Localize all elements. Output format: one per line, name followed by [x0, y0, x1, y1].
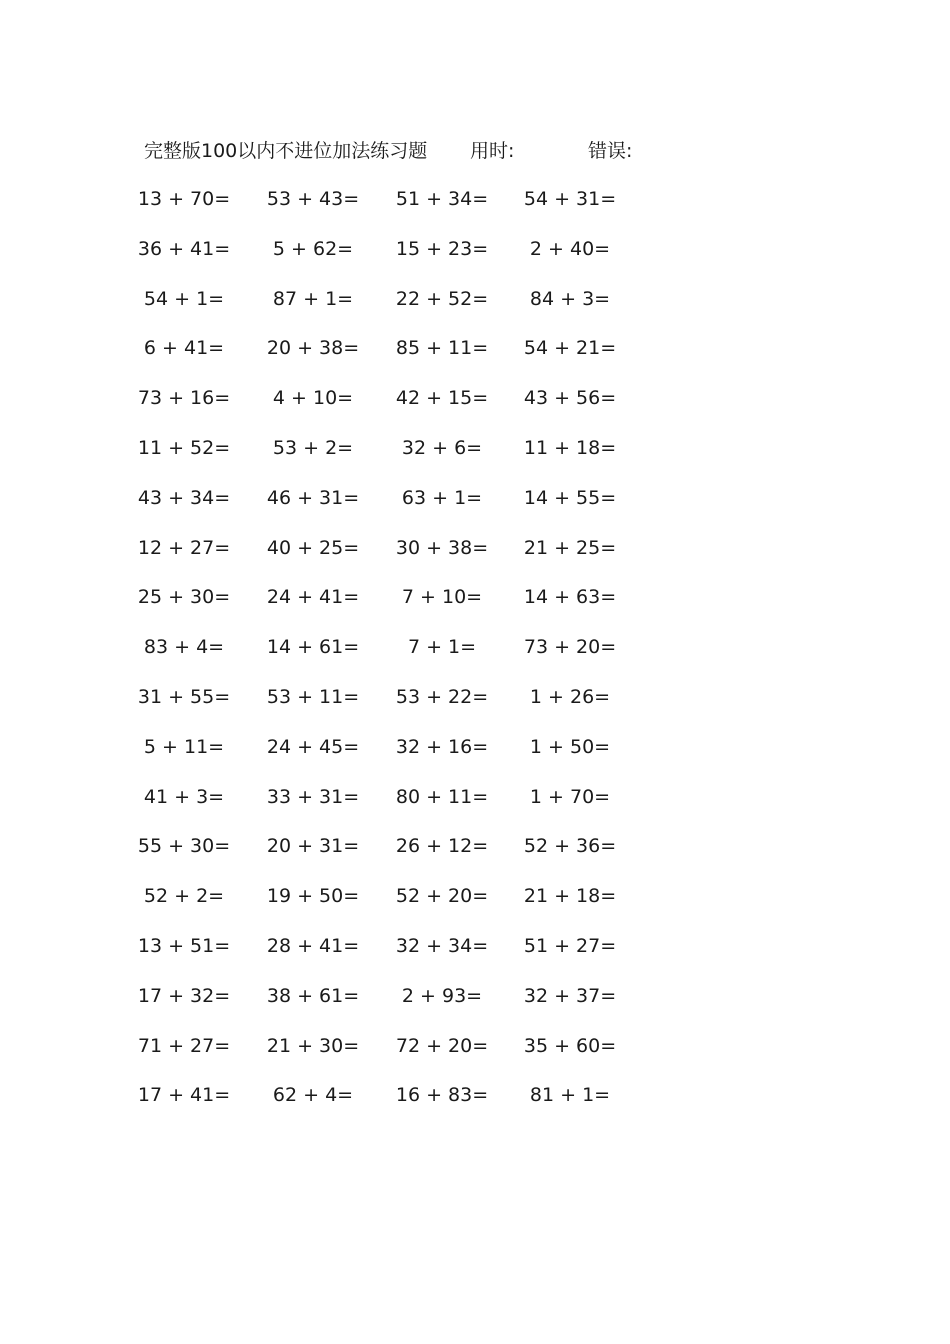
addition-problem: 12 + 27= [137, 536, 231, 559]
addition-problem: 15 + 23= [395, 237, 489, 260]
problem-grid [0, 184, 950, 1130]
addition-problem: 33 + 31= [266, 785, 360, 808]
problem-row [0, 632, 950, 682]
addition-problem: 32 + 16= [395, 735, 489, 758]
addition-problem: 17 + 41= [137, 1084, 231, 1107]
addition-problem: 73 + 20= [523, 636, 617, 659]
addition-problem: 32 + 6= [401, 436, 483, 459]
addition-problem: 2 + 93= [401, 984, 483, 1007]
addition-problem: 24 + 41= [266, 586, 360, 609]
problem-row [0, 732, 950, 782]
addition-problem: 40 + 25= [266, 536, 360, 559]
error-label: 错误: [588, 140, 633, 162]
addition-problem: 19 + 50= [266, 885, 360, 908]
problem-row [0, 782, 950, 832]
addition-problem: 24 + 45= [266, 735, 360, 758]
problem-row [0, 981, 950, 1031]
addition-problem: 36 + 41= [137, 237, 231, 260]
problem-row [0, 284, 950, 334]
addition-problem: 14 + 61= [266, 636, 360, 659]
addition-problem: 42 + 15= [395, 387, 489, 410]
addition-problem: 16 + 83= [395, 1084, 489, 1107]
addition-problem: 71 + 27= [137, 1034, 231, 1057]
worksheet-title: 完整版100以内不进位加法练习题 [144, 140, 428, 162]
problem-row [0, 1080, 950, 1130]
addition-problem: 55 + 30= [137, 835, 231, 858]
addition-problem: 5 + 11= [143, 735, 225, 758]
addition-problem: 46 + 31= [266, 486, 360, 509]
problem-row [0, 234, 950, 284]
problem-row [0, 383, 950, 433]
addition-problem: 14 + 63= [523, 586, 617, 609]
addition-problem: 52 + 2= [143, 885, 225, 908]
addition-problem: 13 + 70= [137, 188, 231, 210]
addition-problem: 35 + 60= [523, 1034, 617, 1057]
problem-row [0, 333, 950, 383]
addition-problem: 22 + 52= [395, 287, 489, 310]
addition-problem: 63 + 1= [401, 486, 483, 509]
addition-problem: 51 + 34= [395, 188, 489, 210]
addition-problem: 52 + 20= [395, 885, 489, 908]
addition-problem: 20 + 38= [266, 337, 360, 360]
addition-problem: 38 + 61= [266, 984, 360, 1007]
addition-problem: 51 + 27= [523, 934, 617, 957]
problem-row [0, 533, 950, 583]
addition-problem: 83 + 4= [143, 636, 225, 659]
addition-problem: 21 + 18= [523, 885, 617, 908]
addition-problem: 53 + 43= [266, 188, 360, 210]
addition-problem: 41 + 3= [143, 785, 225, 808]
addition-problem: 7 + 10= [401, 586, 483, 609]
addition-problem: 32 + 34= [395, 934, 489, 957]
addition-problem: 13 + 51= [137, 934, 231, 957]
addition-problem: 21 + 30= [266, 1034, 360, 1057]
addition-problem: 53 + 11= [266, 685, 360, 708]
addition-problem: 7 + 1= [407, 636, 477, 659]
addition-problem: 54 + 1= [143, 287, 225, 310]
addition-problem: 87 + 1= [272, 287, 354, 310]
addition-problem: 4 + 10= [272, 387, 354, 410]
addition-problem: 53 + 22= [395, 685, 489, 708]
addition-problem: 43 + 34= [137, 486, 231, 509]
problem-row [0, 1031, 950, 1081]
addition-problem: 81 + 1= [529, 1084, 611, 1107]
problem-row [0, 881, 950, 931]
addition-problem: 26 + 12= [395, 835, 489, 858]
addition-problem: 6 + 41= [143, 337, 225, 360]
addition-problem: 21 + 25= [523, 536, 617, 559]
problem-row [0, 931, 950, 981]
addition-problem: 32 + 37= [523, 984, 617, 1007]
problem-row [0, 184, 950, 234]
addition-problem: 28 + 41= [266, 934, 360, 957]
addition-problem: 11 + 18= [523, 436, 617, 459]
addition-problem: 80 + 11= [395, 785, 489, 808]
addition-problem: 54 + 21= [523, 337, 617, 360]
addition-problem: 20 + 31= [266, 835, 360, 858]
addition-problem: 1 + 50= [529, 735, 611, 758]
addition-problem: 11 + 52= [137, 436, 231, 459]
addition-problem: 14 + 55= [523, 486, 617, 509]
problem-row [0, 582, 950, 632]
addition-problem: 17 + 32= [137, 984, 231, 1007]
addition-problem: 52 + 36= [523, 835, 617, 858]
addition-problem: 54 + 31= [523, 188, 617, 210]
problem-row [0, 831, 950, 881]
addition-problem: 2 + 40= [529, 237, 611, 260]
addition-problem: 43 + 56= [523, 387, 617, 410]
addition-problem: 1 + 70= [529, 785, 611, 808]
addition-problem: 31 + 55= [137, 685, 231, 708]
time-label: 用时: [470, 140, 515, 162]
addition-problem: 72 + 20= [395, 1034, 489, 1057]
problem-row [0, 682, 950, 732]
addition-problem: 73 + 16= [137, 387, 231, 410]
addition-problem: 53 + 2= [272, 436, 354, 459]
addition-problem: 25 + 30= [137, 586, 231, 609]
addition-problem: 1 + 26= [529, 685, 611, 708]
addition-problem: 30 + 38= [395, 536, 489, 559]
addition-problem: 5 + 62= [272, 237, 354, 260]
problem-row [0, 483, 950, 533]
addition-problem: 85 + 11= [395, 337, 489, 360]
addition-problem: 84 + 3= [529, 287, 611, 310]
addition-problem: 62 + 4= [272, 1084, 354, 1107]
problem-row [0, 433, 950, 483]
